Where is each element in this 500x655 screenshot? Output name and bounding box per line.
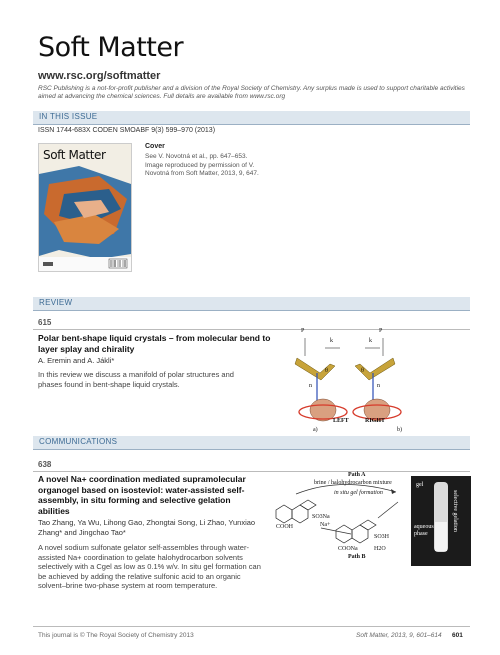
journal-url[interactable]: www.rsc.org/softmatter [38,70,161,82]
fig-k-right: k [369,338,372,344]
footer-copyright: This journal is © The Royal Society of Chemistry 2013 [38,632,194,639]
fig-path-a: Path A [348,472,366,478]
footer-page-number: 601 [452,632,463,639]
cover-journal-title: Soft Matter [43,148,106,162]
communication-title[interactable]: A novel Na+ coordination mediated supramolecular organogel based on isosteviol: water-assisted self-assembly, in situ forming and selective gelation abilities [38,474,246,516]
fig-p-left: P [301,328,305,334]
fig-theta-right: θ [361,368,364,374]
fig-aqueous: aqueous phase [414,524,434,537]
fig-in-situ: in situ gel formation [334,490,383,496]
fig-p-right: P [379,328,383,334]
review-page-number: 615 [38,318,52,327]
communication-abstract: A novel sodium sulfonate gelator self-assembles through water-assisted Na+ coordination to gelate halohydrocarbon solvents selectively with a Cgel as low as 0.1% w/v. In situ gel formation can be achieved by adding the relative sulfonic acid to an organic solvent–brine two-phase system at room temperature. [38,543,261,590]
fig-theta-left: θ [325,368,328,374]
review-abstract: In this review we discuss a manifold of polar structures and phases found in bent-shape liquid crystals. [38,370,234,389]
communication-authors: Tao Zhang, Ya Wu, Lihong Gao, Zhongtai Song, Li Zhao, Yunxiao Zhang* and Jingchao Tao* [38,518,256,537]
communication-page-number: 638 [38,460,52,469]
review-title[interactable]: Polar bent-shape liquid crystals – from molecular bend to layer splay and chirality [38,333,271,354]
in-this-issue-heading: IN THIS ISSUE [39,112,98,121]
fig-gel: gel [416,482,424,488]
communications-heading: COMMUNICATIONS [39,437,118,446]
cover-image [38,143,132,272]
fig-n-right: n [377,383,380,389]
communication-figure [266,472,476,572]
fig-cooh: COOH [276,524,294,530]
in-this-issue-bar [33,111,470,125]
fig-left-label: LEFT [333,418,349,424]
fig-h2o: H2O [374,546,386,552]
fig-right-label: RIGHT [365,418,386,424]
footer-divider [33,626,470,627]
fig-so3na: SO3Na [312,514,330,520]
fig-b-label: b) [397,427,402,433]
fig-path-b: Path B [348,554,366,560]
review-bar [33,297,470,311]
fig-a-label: a) [313,427,318,433]
review-authors: A. Eremin and A. Jákli* [38,356,115,365]
fig-selective: selective gelation [452,490,458,532]
review-heading: REVIEW [39,298,73,307]
fig-na: Na+ [320,522,331,528]
fig-coona: COONa [338,546,358,552]
fig-k-left: k [330,338,333,344]
fig-path-a-sub: brine / halohydrocarbon mixture [314,480,392,486]
fig-so3h: SO3H [374,534,390,540]
communications-bar [33,436,470,450]
cover-description: See V. Novotná et al., pp. 647–653. Image reproduced by permission of V. Novotná from Soft Matter, 2013, 9, 647. [145,153,259,177]
publisher-note: RSC Publishing is a not-for-profit publisher and a division of the Royal Society of Chemistry. Any surplus made is used to support charitable activities aimed at advancing the chemical sciences. Full details are available from www.rsc.org [38,85,465,100]
review-figure [285,328,435,438]
footer-citation: Soft Matter, 2013, 9, 601–614 [356,632,442,639]
fig-n-left: n [309,383,312,389]
cover-heading: Cover [145,143,165,150]
journal-title: Soft Matter [38,32,184,63]
issn-line: ISSN 1744-683X CODEN SMOABF 9(3) 599–970 (2013) [38,127,216,134]
